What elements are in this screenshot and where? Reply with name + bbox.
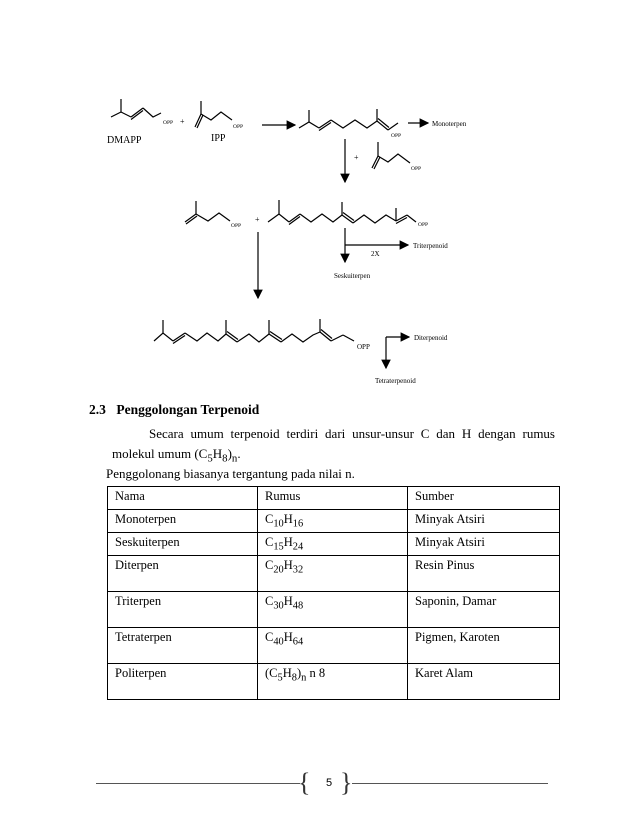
source-cell: Minyak Atsiri xyxy=(408,533,560,556)
plus-sign-2: + xyxy=(354,153,359,162)
footer-bracket-left: { xyxy=(298,768,311,797)
ipp-structure xyxy=(195,101,232,128)
name-cell: Triterpen xyxy=(108,592,258,628)
name-cell: Tetraterpen xyxy=(108,628,258,664)
formula-cell: $C_{20}H_{32}$ xyxy=(258,556,408,592)
header-cell: Sumber xyxy=(408,487,560,510)
table-row xyxy=(108,510,560,533)
section-heading xyxy=(89,402,259,418)
opp-label-gpp: OPP xyxy=(391,133,402,139)
opp-label-ggpp: OPP xyxy=(357,343,370,351)
seskuiterpen-label: Seskuiterpen xyxy=(334,272,371,280)
name-cell: Monoterpen xyxy=(108,510,258,533)
name-cell: Politerpen xyxy=(108,664,258,700)
ipp-structure-2 xyxy=(372,142,410,169)
source-cell: Pigmen, Karoten xyxy=(408,628,560,664)
footer-rule-right xyxy=(352,783,548,784)
opp-label-dmapp: OPP xyxy=(163,120,174,126)
source-cell: Minyak Atsiri xyxy=(408,510,560,533)
ipp-structure-3 xyxy=(185,201,230,224)
table-row xyxy=(108,628,560,664)
biosynthesis-scheme xyxy=(0,0,638,400)
intro-paragraph: Secara umum terpenoid terdiri dari unsur-unsur C dan H dengan rumus molekul umum $(C_5H_8)_n$. xyxy=(112,426,555,465)
page-number: 5 xyxy=(325,777,333,789)
dmapp-label: DMAPP xyxy=(107,135,142,146)
dmapp-structure xyxy=(111,99,161,120)
monoterpen-label: Monoterpen xyxy=(432,120,467,128)
classification-note: Penggolonang biasanya tergantung pada nilai n. xyxy=(106,466,355,481)
tetraterpenoid-label: Tetraterpenoid xyxy=(375,377,416,385)
name-cell: Diterpen xyxy=(108,556,258,592)
terpenoid-table xyxy=(107,486,560,700)
section-number: 2.3 xyxy=(89,402,106,417)
header-cell: Nama xyxy=(108,487,258,510)
footer-rule-left xyxy=(96,783,300,784)
table-header-row xyxy=(108,487,560,510)
fpp-structure xyxy=(268,200,416,225)
diterpenoid-label: Diterpenoid xyxy=(414,334,448,342)
ggpp-structure xyxy=(154,319,354,344)
formula-cell: $C_{40}H_{64}$ xyxy=(258,628,408,664)
plus-sign-3: + xyxy=(255,215,260,224)
opp-label-fpp: OPP xyxy=(418,222,429,228)
formula-cell: $C_{30}H_{48}$ xyxy=(258,592,408,628)
ipp-label: IPP xyxy=(211,133,226,144)
table-row xyxy=(108,592,560,628)
header-cell: Rumus xyxy=(258,487,408,510)
gpp-structure xyxy=(299,109,398,131)
table-row xyxy=(108,556,560,592)
source-cell: Resin Pinus xyxy=(408,556,560,592)
twox-label: 2X xyxy=(371,250,380,258)
formula-cell: $C_{15}H_{24}$ xyxy=(258,533,408,556)
footer-bracket-right: } xyxy=(340,768,353,797)
source-cell: Karet Alam xyxy=(408,664,560,700)
opp-label-ipp2: OPP xyxy=(411,166,422,172)
table-row xyxy=(108,533,560,556)
opp-label-ipp3: OPP xyxy=(231,223,242,229)
formula-cell: $C_{10}H_{16}$ xyxy=(258,510,408,533)
source-cell: Saponin, Damar xyxy=(408,592,560,628)
triterpenoid-label: Triterpenoid xyxy=(413,242,448,250)
section-title: Penggolongan Terpenoid xyxy=(116,402,260,417)
table-row xyxy=(108,664,560,700)
plus-sign-1: + xyxy=(180,117,185,126)
opp-label-ipp: OPP xyxy=(233,124,244,130)
name-cell: Seskuiterpen xyxy=(108,533,258,556)
formula-cell: $(C_5H_8)_n$ n 8 xyxy=(258,664,408,700)
